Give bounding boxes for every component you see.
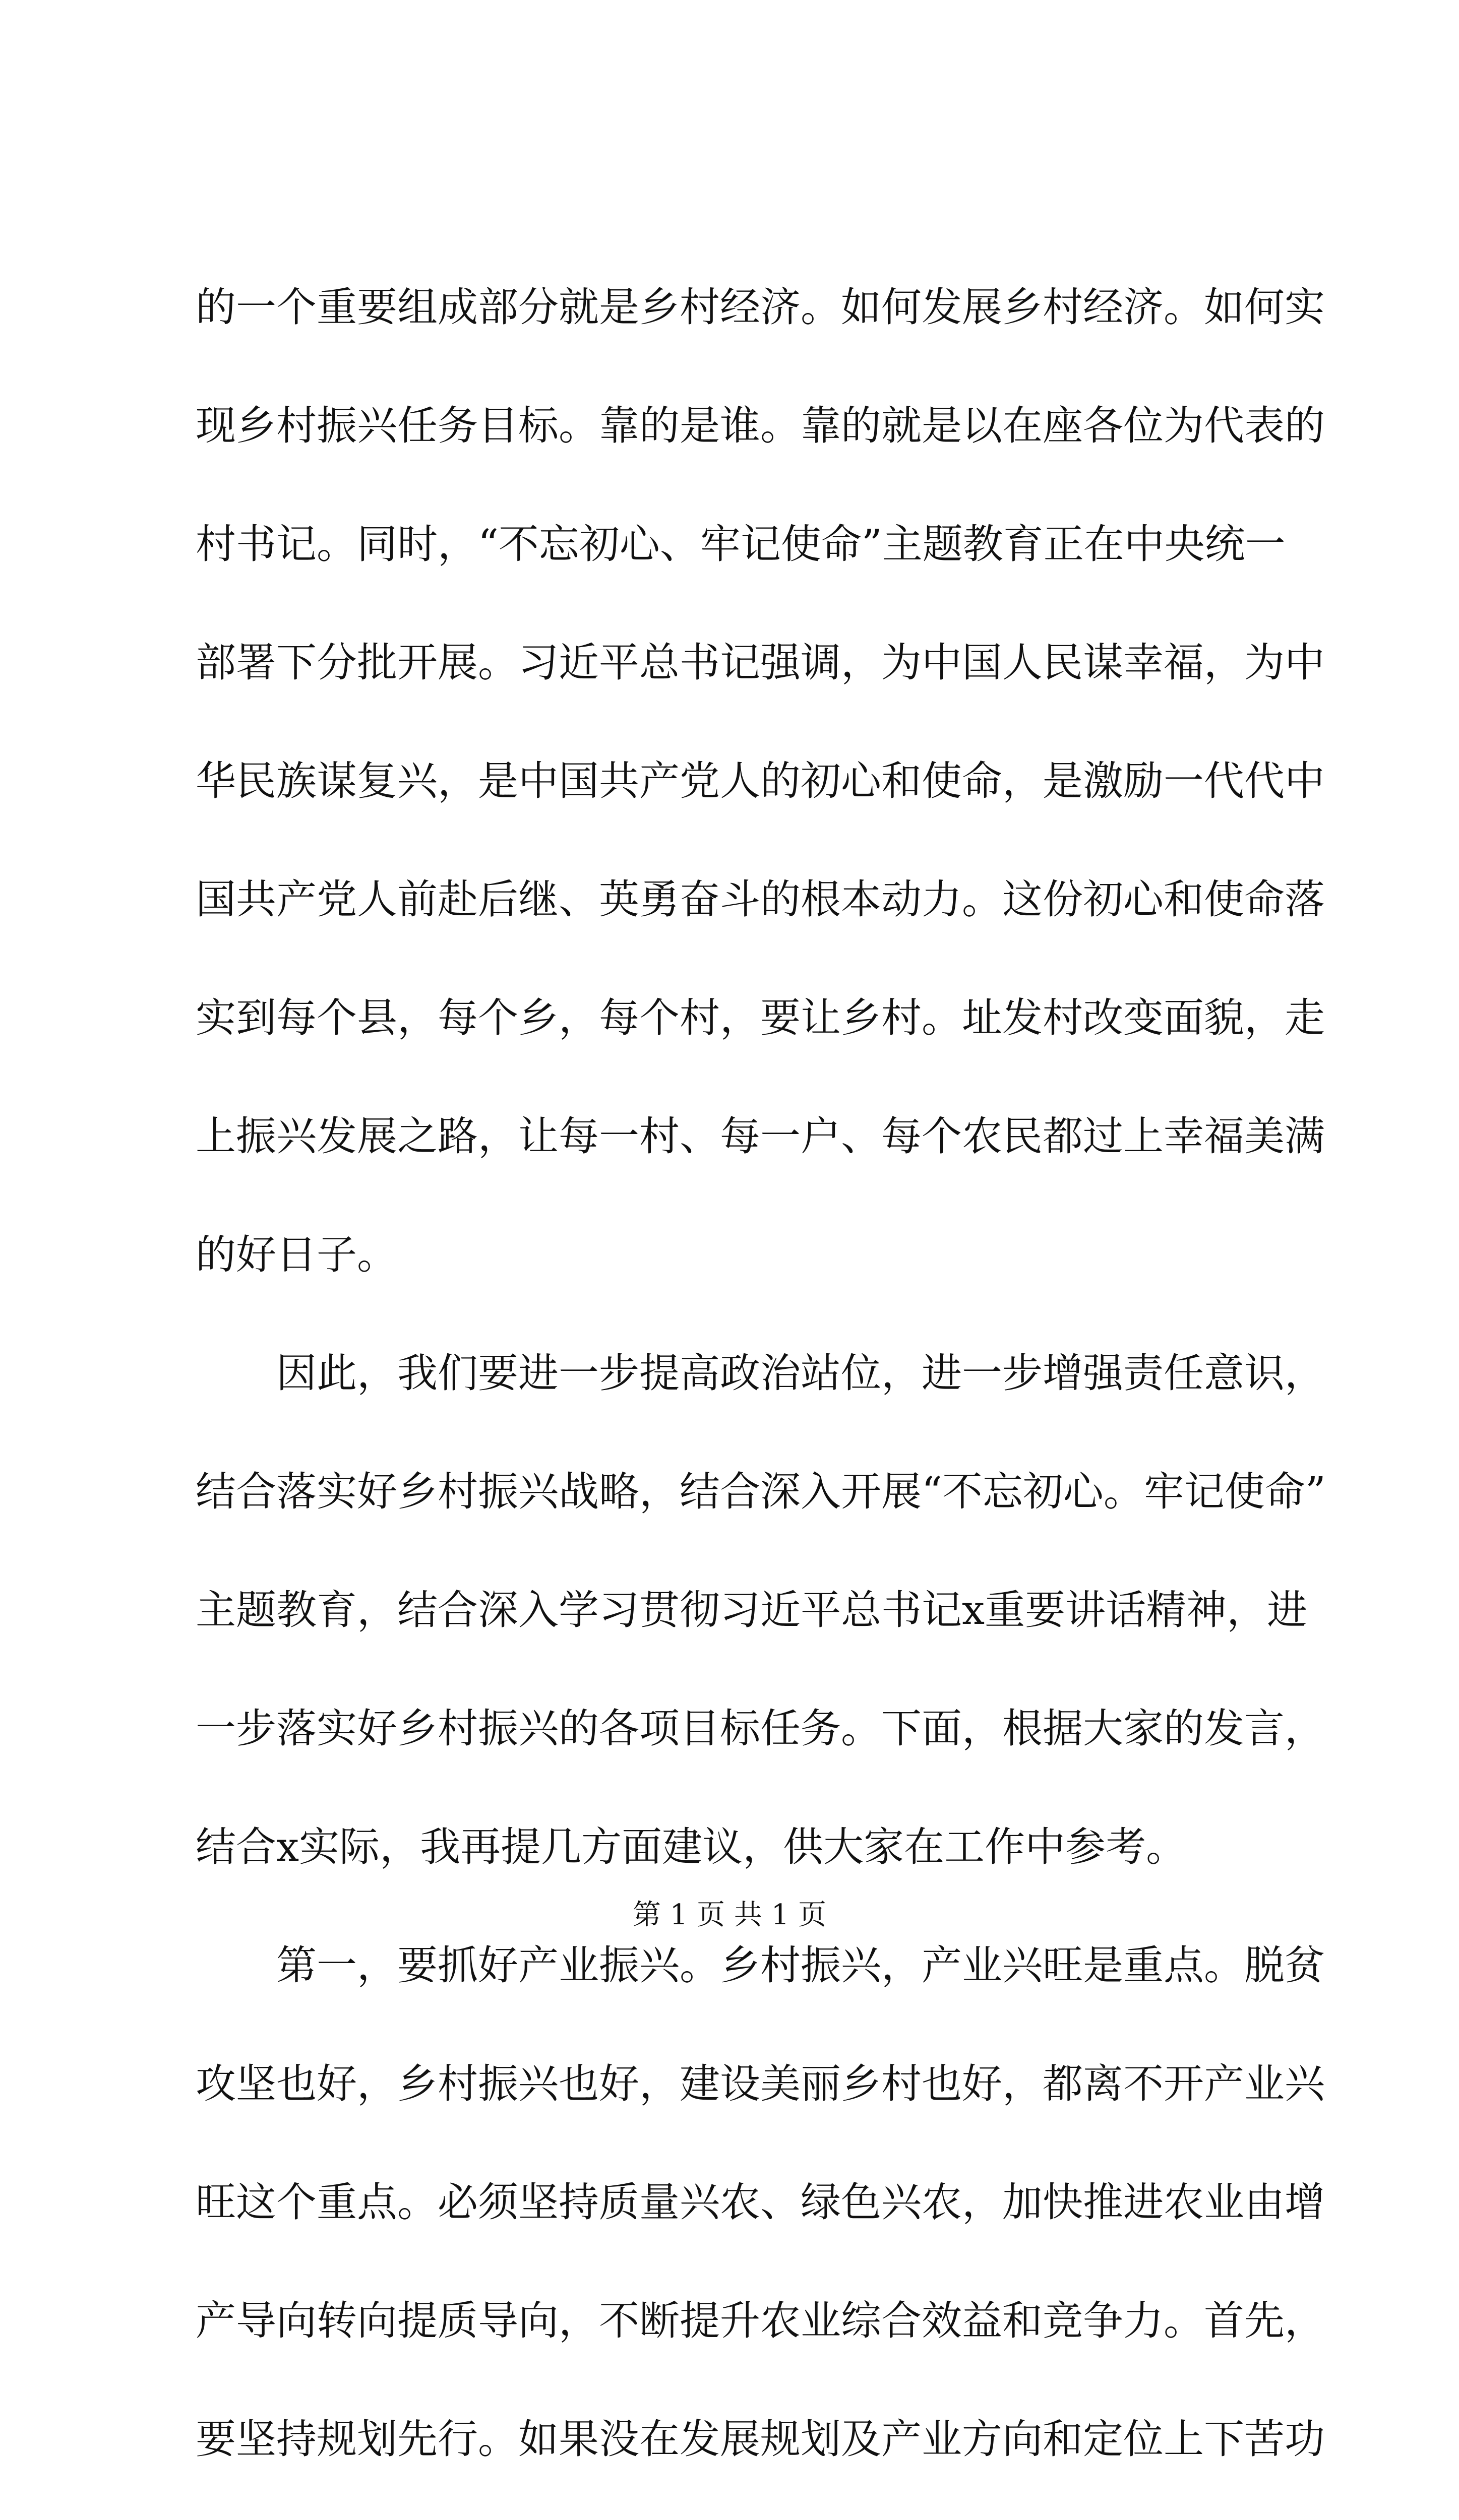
- text-line: 第一，要抓好产业振兴。乡村振兴，产业兴旺是重点。脱贫: [196, 1942, 1325, 1989]
- text-line: 主题教育，结合深入学习贯彻习近平总书记x重要讲话精神，进: [196, 1587, 1308, 1633]
- text-line: 实到每个县，每个乡，每个村，要让乡村。址发村改变面貌，走: [196, 994, 1325, 1041]
- text-line: 要坚持规划先行。如果没在发展规划及产业方向和定位上下苦功: [196, 2416, 1325, 2463]
- text-line: 现乡村振兴任务目标。靠的是谁。靠的就是以在座各位为代表的: [196, 402, 1325, 449]
- text-line: 旺这个重点。必须坚持质量兴农、绿色兴农，加快推进农业由增: [196, 2179, 1325, 2226]
- page-number: 第 1 页 共 1 页: [632, 1899, 827, 1931]
- text-line: 结合落实好乡村振兴战略，结合深入开展“不忘初心。牢记使命”: [196, 1468, 1326, 1515]
- text-line: 因此，我们要进一步提高政治站位，进一步增强责任意识，: [196, 1350, 1325, 1397]
- text-line: 产导向转向提质导向，不断提升农业综合效益和竞争力。首先，: [196, 2297, 1325, 2344]
- text-line: 华民族谋复兴，是中国共产党人的初心和使命，是激励一代代中: [196, 758, 1325, 804]
- text-line: 的好日子。: [196, 1231, 397, 1278]
- text-line: 攻坚也好，乡村振兴也好，建设美丽乡村也好，都离不开产业兴: [196, 2060, 1325, 2107]
- text-line: 国共产党人前赴后继、英勇奋斗的根本动力。这份初心和使命落: [196, 876, 1325, 923]
- text-line: [196, 2517, 1274, 2520]
- text-line: 上振兴发展之路，让每一村、每一户、每个农民都过上幸福美满: [196, 1113, 1325, 1160]
- text-line: 部署下分批开展。习近平总书记强调，为中国人民谋幸福，为中: [196, 639, 1325, 686]
- document-body: [196, 267, 1326, 2520]
- text-line: 一步落实好乡村振兴的各项目标任务。下面，根据大家的发言，: [196, 1705, 1325, 1752]
- page-footer: [0, 1895, 1459, 1935]
- text-line: 结合x实际，我再提几方面建议，供大家在工作中参考。: [196, 1823, 1187, 1870]
- text-line: 村书记。同时，“不忘初心、牢记使命”主题教育正在中央统一: [196, 521, 1286, 568]
- text-line: 的一个重要组成部分就是乡村经济。如何发展乡村经济。如何实: [196, 284, 1325, 331]
